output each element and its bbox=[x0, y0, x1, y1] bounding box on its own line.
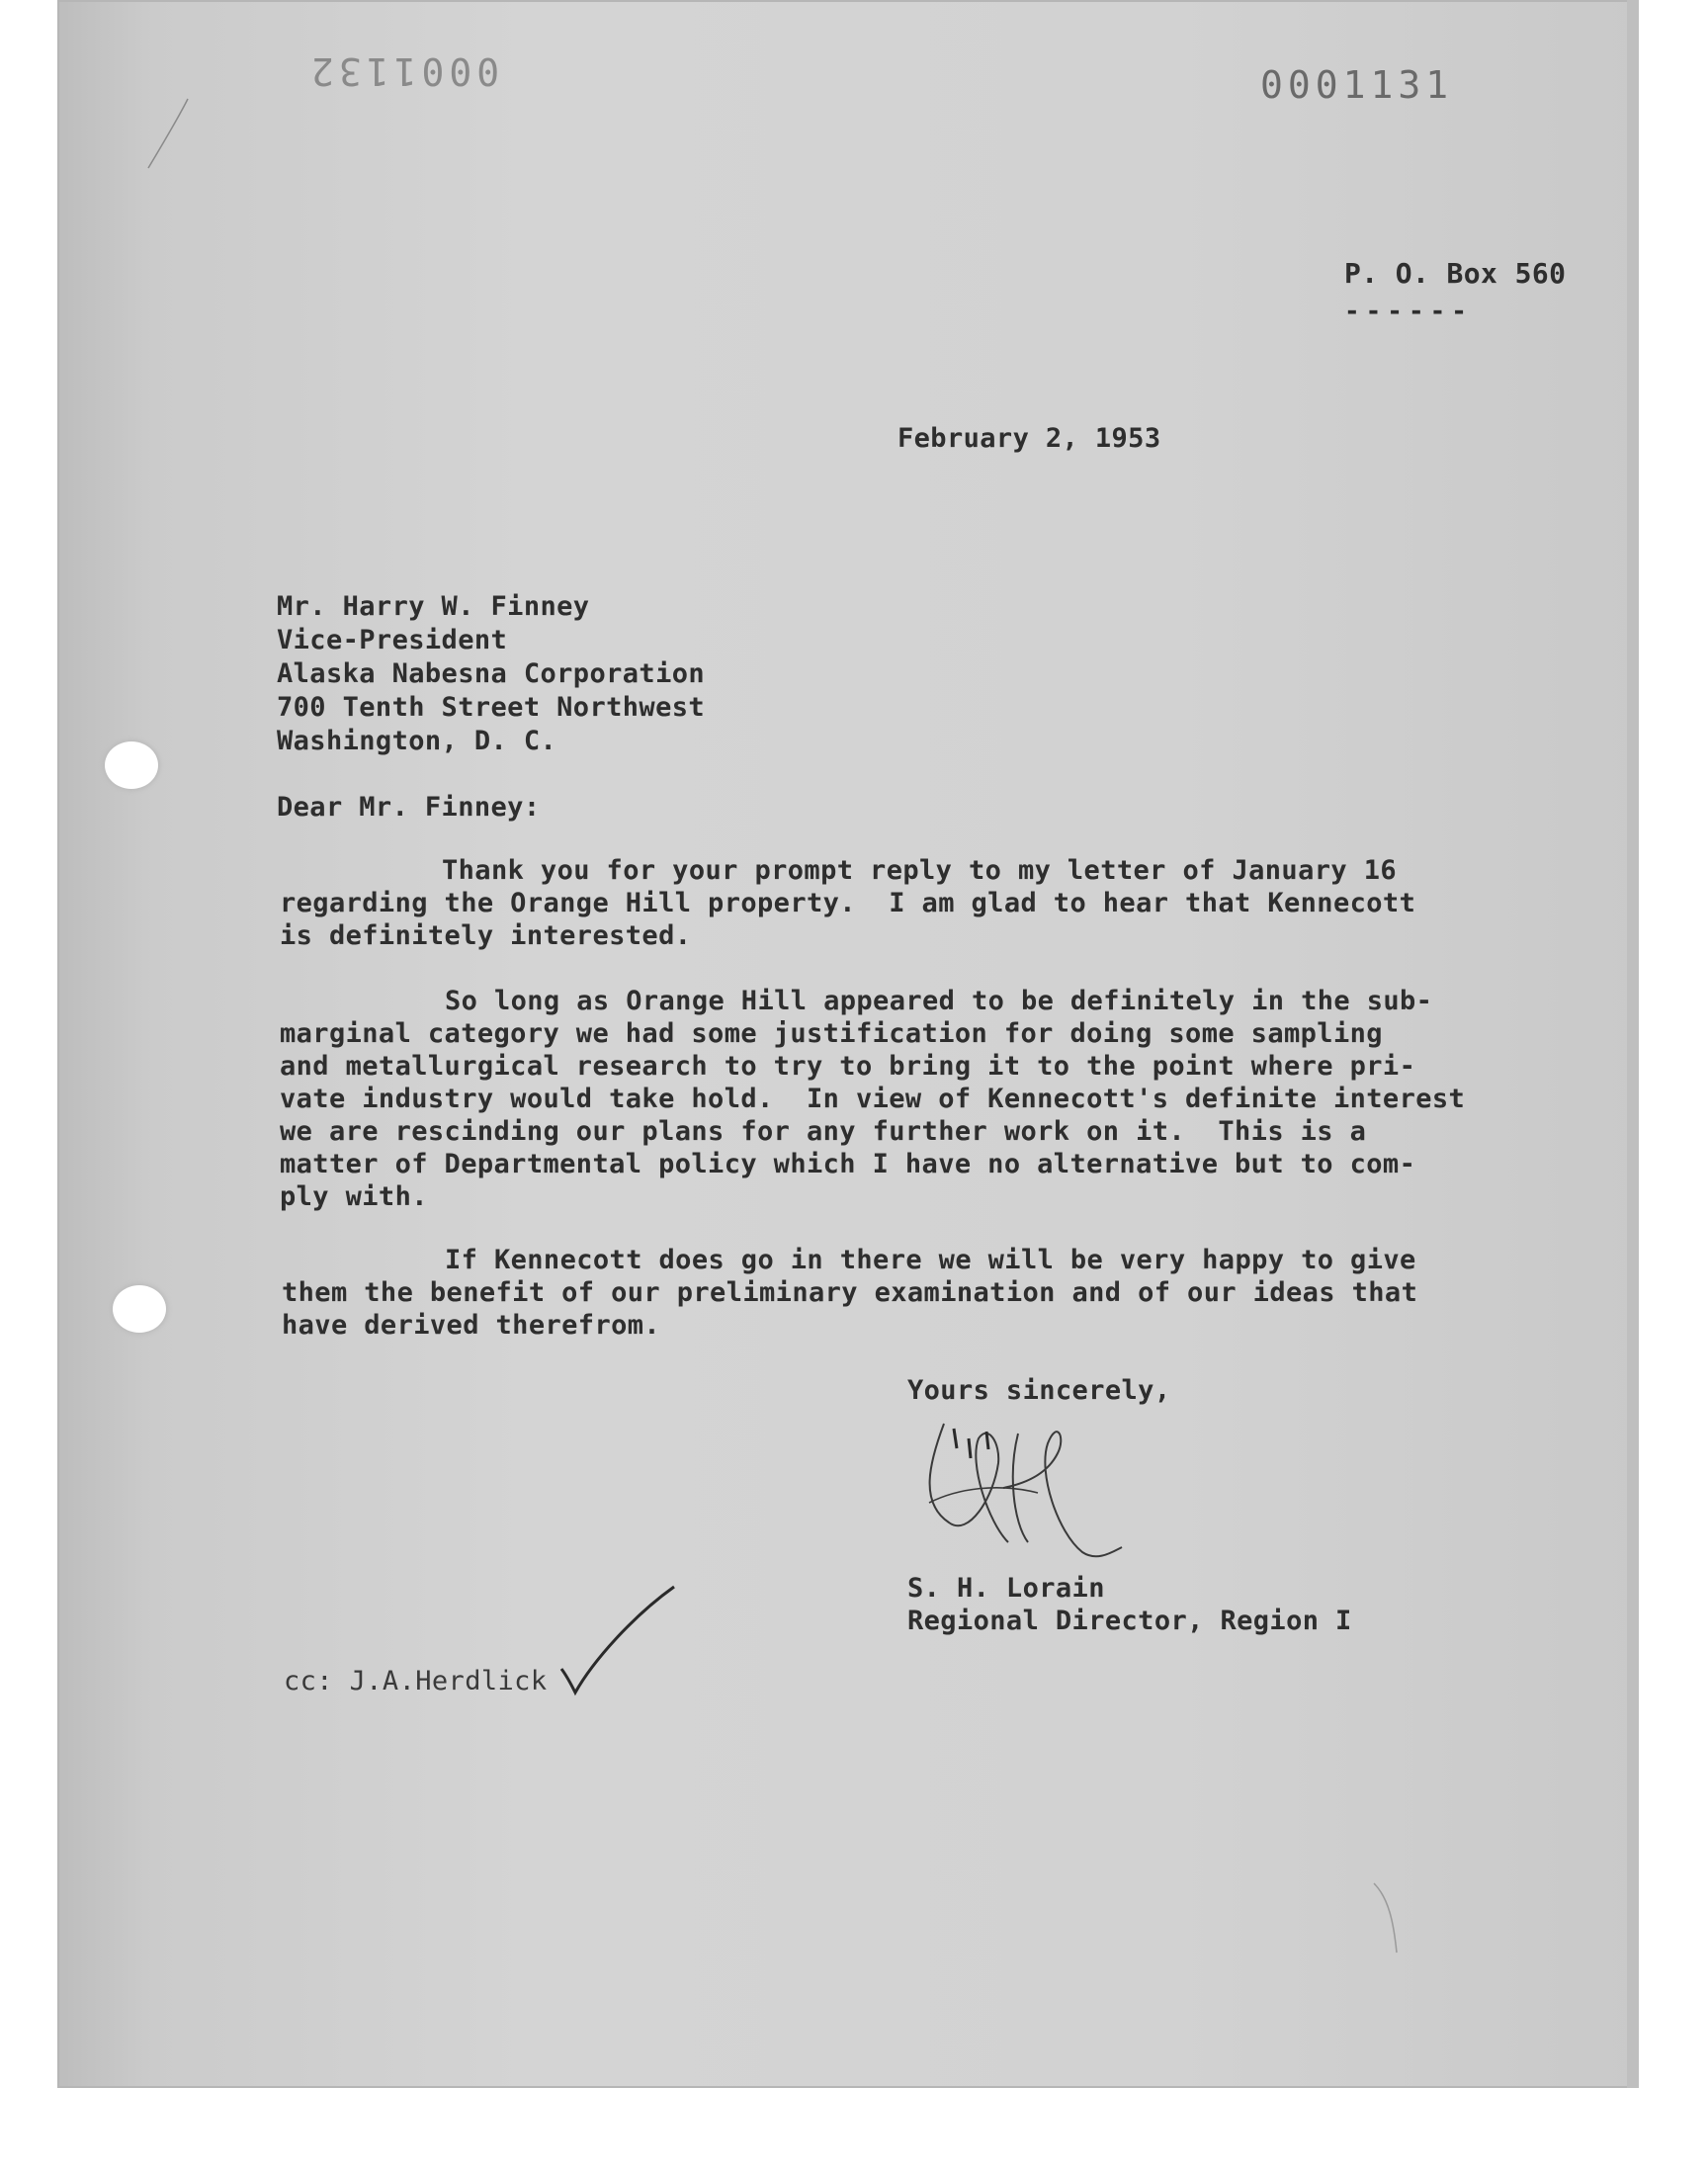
body-line: them the benefit of our preliminary examination and of our ideas that bbox=[282, 1277, 1418, 1308]
body-line: we are rescinding our plans for any further work on it. This is a bbox=[280, 1116, 1367, 1147]
po-box-underline: ------ bbox=[1344, 297, 1473, 326]
body-line: ply with. bbox=[280, 1181, 428, 1212]
body-line: regarding the Orange Hill property. I am glad to hear that Kennecott bbox=[280, 888, 1416, 918]
closing: Yours sincerely, bbox=[907, 1375, 1171, 1406]
recipient-name: Mr. Harry W. Finney bbox=[277, 591, 590, 622]
recipient-title: Vice-President bbox=[277, 625, 508, 655]
po-box: P. O. Box 560 bbox=[1344, 257, 1567, 290]
recipient-company: Alaska Nabesna Corporation bbox=[277, 658, 706, 689]
punch-hole-top bbox=[105, 741, 158, 789]
recipient-city: Washington, D. C. bbox=[277, 726, 557, 756]
signer-title: Regional Director, Region I bbox=[907, 1606, 1352, 1636]
letter-date: February 2, 1953 bbox=[897, 423, 1161, 454]
body-line: marginal category we had some justification for doing some sampling bbox=[280, 1018, 1383, 1049]
document-number-stamp: 0001131 bbox=[1260, 63, 1454, 107]
body-line: vate industry would take hold. In view of Kennecott's definite interest bbox=[280, 1084, 1466, 1114]
body-line: Thank you for your prompt reply to my letter of January 16 bbox=[442, 855, 1398, 886]
check-mark bbox=[554, 1582, 682, 1700]
punch-hole-bottom bbox=[113, 1285, 166, 1333]
pencil-stroke bbox=[1369, 1878, 1409, 1958]
pencil-stroke bbox=[138, 94, 198, 173]
handwritten-signature bbox=[909, 1404, 1166, 1562]
document-number-stamp-mirrored: 0001132 bbox=[306, 49, 500, 93]
body-line: If Kennecott does go in there we will be very happy to give bbox=[445, 1245, 1416, 1275]
salutation: Dear Mr. Finney: bbox=[277, 792, 541, 823]
recipient-street: 700 Tenth Street Northwest bbox=[277, 692, 706, 723]
body-line: have derived therefrom. bbox=[282, 1310, 661, 1341]
page-edge bbox=[1627, 0, 1639, 2088]
body-line: So long as Orange Hill appeared to be definitely in the sub- bbox=[445, 986, 1433, 1016]
signer-name: S. H. Lorain bbox=[907, 1573, 1105, 1604]
cc-line: cc: J.A.Herdlick bbox=[284, 1666, 548, 1696]
body-line: matter of Departmental policy which I have no alternative but to com- bbox=[280, 1149, 1416, 1179]
body-line: is definitely interested. bbox=[280, 920, 692, 951]
body-line: and metallurgical research to try to bring it to the point where pri- bbox=[280, 1051, 1416, 1082]
